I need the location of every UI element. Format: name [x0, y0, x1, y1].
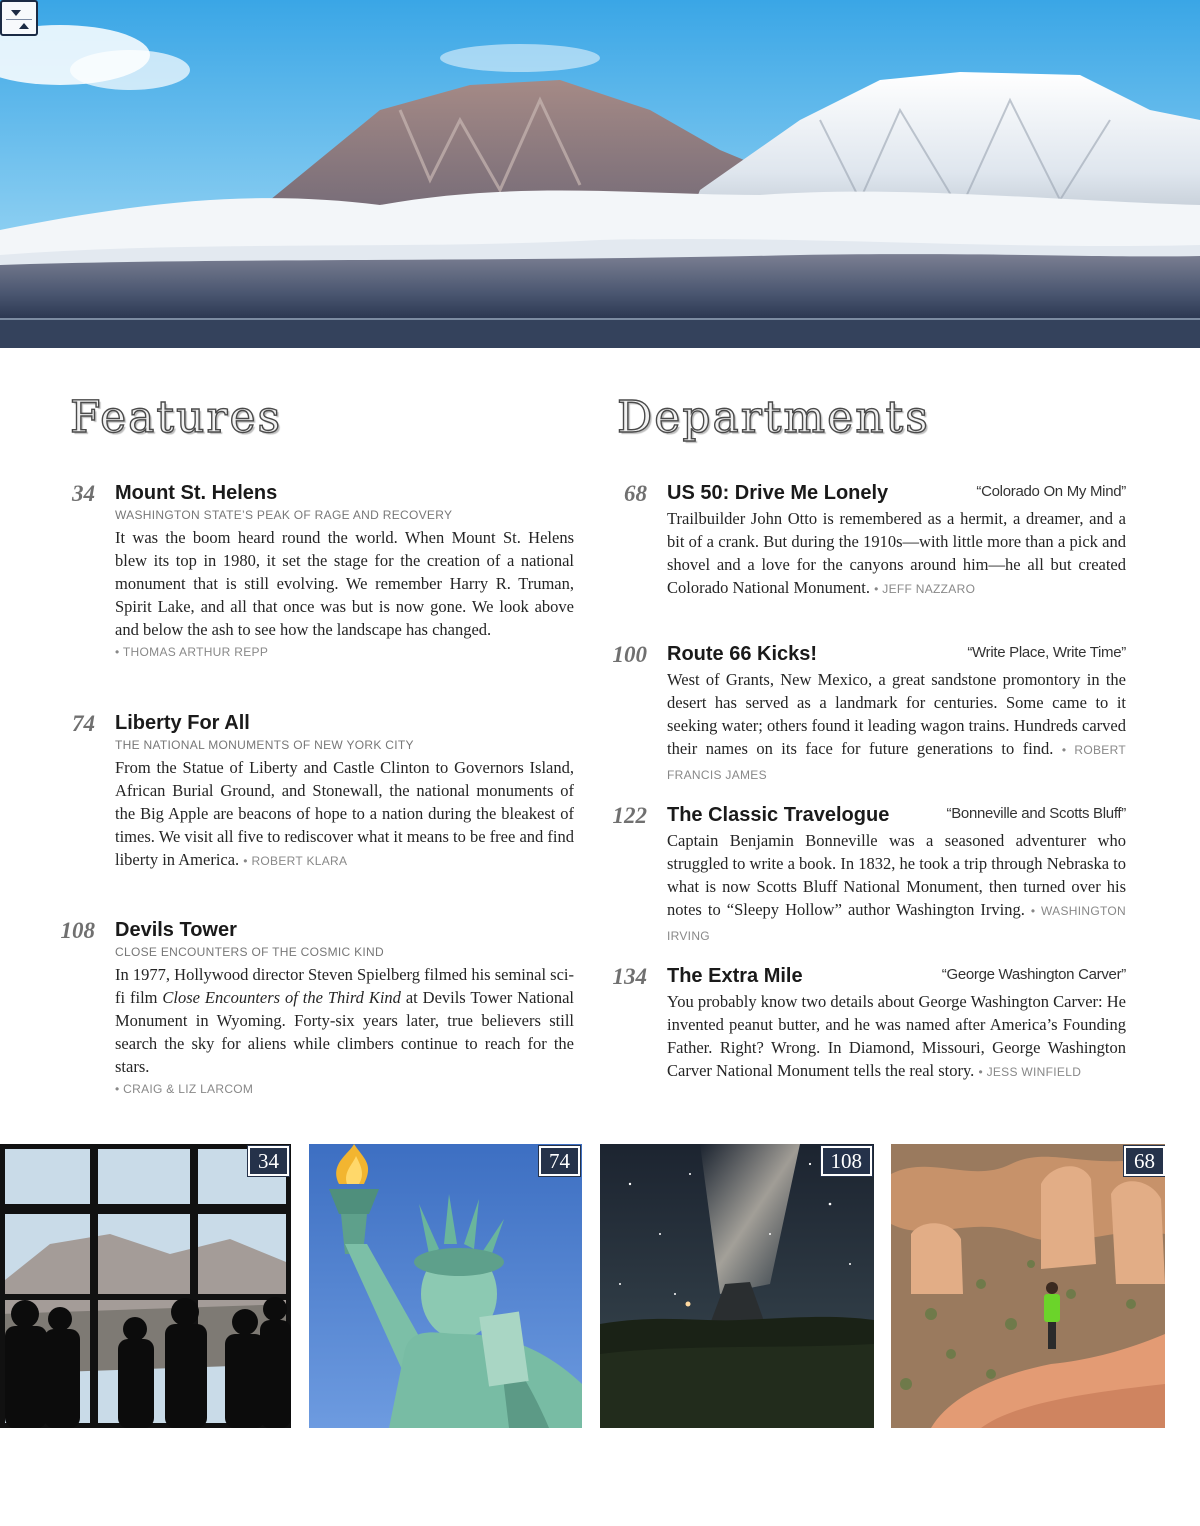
- feature-description: From the Statue of Liberty and Castle Clinton to Governors Island, African Burial Ground, and Stonewall, the national monuments of the Big Apple are beacons of hope to a nation during the bleakest of times. We visit all five to rediscover what it means to be free and find liberty in America.: [115, 758, 574, 869]
- film-title: Close Encounters of the Third Kind: [162, 988, 401, 1007]
- department-page-number: 100: [612, 642, 647, 667]
- thumbnail-page-badge: 74: [539, 1146, 580, 1176]
- feature-author: • CRAIG & LIZ LARCOM: [115, 1078, 574, 1100]
- department-description: West of Grants, New Mexico, a great sandstone promontory in the desert has served as a landmark for centuries. Some came to it seeking water; others found it leading wagon trains. Hundreds carved their names on its face for future generations to find.: [667, 670, 1126, 758]
- department-description: Trailbuilder John Otto is remembered as a hermit, a dreamer, and a bit of a crank. But during the 1910s—with little more than a pick and shovel and a love for the canyons around him—he all but created Colorado National Monument.: [667, 509, 1126, 597]
- department-author: • ROBERT FRANCIS JAMES: [667, 743, 1126, 782]
- thumbnail-page-badge: 108: [821, 1146, 873, 1176]
- thumbnail-devils-tower[interactable]: [600, 1144, 874, 1428]
- department-description-block: [667, 507, 1126, 601]
- department-column-name: “Write Place, Write Time”: [967, 644, 1126, 661]
- feature-title[interactable]: Liberty For All: [115, 712, 250, 734]
- department-title[interactable]: Route 66 Kicks!: [667, 643, 818, 665]
- feature-title[interactable]: Devils Tower: [115, 919, 237, 941]
- feature-description-block: [115, 756, 574, 873]
- department-column-name: “George Washington Carver”: [941, 966, 1126, 983]
- department-page-number: 68: [624, 481, 647, 506]
- feature-description: It was the boom heard round the world. When Mount St. Helens blew its top in 1980, it set the stage for the creation of a national monument that is still evolving. We remember Harry R. Truman, Spirit Lake, and all that once was but is now gone. We look above and below the ash to see how the landscape has changed.: [115, 528, 574, 639]
- department-description: Captain Benjamin Bonneville was a seasoned adventurer who struggled to write a book. In 1832, he took a trip through Nebraska to what is now Scotts Bluff National Monument, then turned over his notes to “Sleepy Hollow” author Washington Irving.: [667, 831, 1126, 919]
- features-heading: Features: [70, 392, 283, 443]
- feature-page-number: 108: [60, 918, 95, 943]
- department-column-name: “Colorado On My Mind”: [976, 483, 1126, 500]
- feature-subtitle: CLOSE ENCOUNTERS OF THE COSMIC KIND: [115, 945, 384, 959]
- hero-mountain-photo: [0, 0, 1200, 348]
- toggle-divider: [6, 19, 32, 20]
- department-page-number: 122: [612, 803, 647, 828]
- feature-subtitle: WASHINGTON STATE’S PEAK OF RAGE AND RECOVERY: [115, 508, 453, 522]
- department-author: • JESS WINFIELD: [978, 1065, 1081, 1079]
- thumbnail-mount-st-helens[interactable]: [0, 1144, 291, 1428]
- chevron-down-icon: [11, 10, 21, 16]
- department-title[interactable]: The Classic Travelogue: [667, 804, 890, 826]
- feature-description-post: at Devils Tower National Monument in Wyoming. Forty-six years later, true believers still search the sky for aliens while climbers continue to reach for the stars.: [115, 988, 574, 1076]
- department-title[interactable]: The Extra Mile: [667, 965, 803, 987]
- feature-author: • ROBERT KLARA: [243, 854, 347, 868]
- feature-page-number: 74: [72, 711, 95, 736]
- department-author: • JEFF NAZZARO: [874, 582, 975, 596]
- department-author: • WASHINGTON IRVING: [667, 904, 1126, 943]
- feature-subtitle: THE NATIONAL MONUMENTS OF NEW YORK CITY: [115, 738, 414, 752]
- feature-author: • THOMAS ARTHUR REPP: [115, 641, 574, 663]
- department-description-block: [667, 829, 1126, 948]
- feature-description-pre: In 1977, Hollywood director Steven Spielberg filmed his seminal sci-fi film: [115, 965, 574, 1007]
- thumbnail-statue-of-liberty[interactable]: [309, 1144, 582, 1428]
- department-description-block: [667, 668, 1126, 787]
- department-page-number: 134: [612, 964, 647, 989]
- feature-title[interactable]: Mount St. Helens: [115, 482, 278, 504]
- chevron-up-icon: [19, 23, 29, 29]
- department-title[interactable]: US 50: Drive Me Lonely: [667, 482, 889, 504]
- thumbnail-colorado-national-monument[interactable]: [891, 1144, 1165, 1428]
- department-description-block: [667, 990, 1126, 1084]
- feature-page-number: 34: [72, 481, 95, 506]
- department-column-name: “Bonneville and Scotts Bluff”: [946, 805, 1126, 822]
- collapse-expand-toggle-icon[interactable]: [0, 0, 38, 36]
- thumbnail-page-badge: 68: [1124, 1146, 1165, 1176]
- thumbnail-page-badge: 34: [248, 1146, 289, 1176]
- departments-heading: Departments: [617, 392, 930, 443]
- feature-description-block: [115, 963, 574, 1078]
- department-description: You probably know two details about George Washington Carver: He invented peanut butter, and he was named after America’s Founding Father. Right? Wrong. In Diamond, Missouri, George Washington Carver National Monument tells the real story.: [667, 992, 1126, 1080]
